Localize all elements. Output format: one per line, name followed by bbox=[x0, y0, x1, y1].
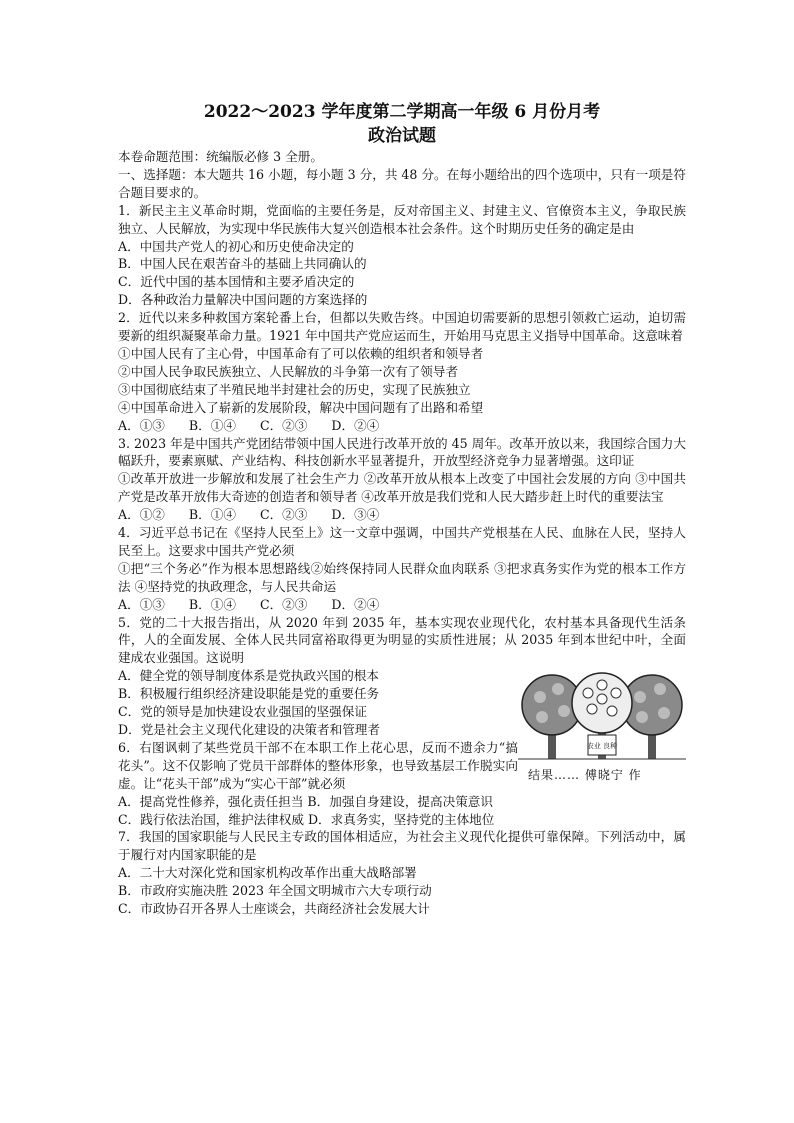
option-b: B．中国人民在艰苦奋斗的基础上共同确认的 bbox=[118, 256, 367, 272]
question-6-stem: 6．右图讽刺了某些党员干部不在本职工作上花心思，反而不遗余力“搞花头”。这不仅影响了党员干部群体的整体形象，也导致基层工作脱实向虚。让“花头干部”成为“实心干部”就必须 bbox=[118, 739, 518, 791]
answer-options: A．①② B．①④ C．②③ D．③④ bbox=[118, 507, 380, 523]
q5-q6-block bbox=[118, 667, 686, 810]
answer-options: A．①③ B．①④ C．②③ D．②④ bbox=[118, 596, 380, 612]
section-instructions: 一、选择题：本大题共 16 小题，每小题 3 分，共 48 分。在每小题给出的四个选项中，只有一项是符合题目要求的。 bbox=[118, 166, 686, 200]
question-stem: 4．习近平总书记在《坚持人民至上》这一文章中强调，中国共产党根基在人民、血脉在人民，坚持人民至上。这要求中国共产党必须 bbox=[118, 525, 686, 558]
option-c: C．市政协召开各界人士座谈会，共商经济社会发展大计 bbox=[118, 901, 430, 917]
question-stem: 3. 2023 年是中国共产党团结带领中国人民进行改革开放的 45 周年。改革开放以来，我国综合国力大幅跃升，要素禀赋、产业结构、科技创新水平显著提升，开放型经济竞争力显著增强。这印证 bbox=[118, 435, 686, 469]
trees-cartoon-image bbox=[518, 667, 686, 767]
question-stem: 5．党的二十大报告指出，从 2020 年到 2035 年，基本实现农业现代化，农村基本具备现代生活条件，人的全面发展、全体人民共同富裕取得更为明显的实质性进展；从 2035 年到本世纪中叶，全面建成农业强国。这说明 bbox=[118, 614, 686, 666]
question-3 bbox=[118, 435, 686, 525]
question-stem: 2．近代以来多种救国方案轮番上台，但都以失败告终。中国迫切需要新的思想引领救亡运动，迫切需要新的组织凝聚革命力量。1921 年中国共产党应运而生，开始用马克思主义指导中国革命。这意味着 bbox=[118, 310, 686, 344]
question-7 bbox=[118, 828, 686, 918]
option-c: C．党的领导是加快建设农业强国的坚强保证 bbox=[118, 704, 367, 720]
question-6-options-cd: C．践行依法治国，维护法律权威 D．求真务实，坚持党的主体地位 bbox=[118, 811, 495, 827]
question-stem: 1．新民主主义革命时期，党面临的主要任务是，反对帝国主义、封建主义、官僚资本主义，争取民族独立、人民解放，为实现中华民族伟大复兴创造根本社会条件。这个时期历史任务的确定是由 bbox=[118, 202, 686, 236]
option-a: A．健全党的领导制度体系是党执政兴国的根本 bbox=[118, 668, 379, 684]
option-d: D．党是社会主义现代化建设的决策者和管理者 bbox=[118, 722, 380, 737]
exam-title: 2022～2023 学年度第二学期高一年级 6 月份月考 bbox=[203, 102, 601, 122]
question-1 bbox=[118, 202, 686, 309]
exam-subtitle: 政治试题 bbox=[368, 126, 436, 146]
question-6-options-ab: A．提高党性修养，强化责任担当 B．加强自身建设，提高决策意识 bbox=[118, 793, 493, 809]
cartoon-caption: 结果…… 傅晓宁 作 bbox=[528, 768, 642, 783]
option-d: D．各种政治力量解决中国问题的方案选择的 bbox=[118, 292, 368, 308]
q5-q6-text bbox=[118, 667, 518, 810]
exam-page bbox=[118, 100, 686, 918]
scope-note: 本卷命题范围：统编版必修 3 全册。 bbox=[118, 149, 323, 164]
statement-4: ④中国革命进入了崭新的发展阶段，解决中国问题有了出路和希望 bbox=[118, 399, 484, 415]
option-a: A．二十大对深化党和国家机构改革作出重大战略部署 bbox=[118, 865, 417, 881]
answer-options: A．①③ B．①④ C．②③ D．②④ bbox=[118, 417, 380, 433]
question-4 bbox=[118, 524, 686, 614]
option-a: A．中国共产党人的初心和历史使命决定的 bbox=[118, 238, 354, 254]
cartoon-figure bbox=[518, 667, 686, 787]
statement-3: ③中国彻底结束了半殖民地半封建社会的历史，实现了民族独立 bbox=[118, 381, 471, 397]
question-5 bbox=[118, 614, 686, 829]
question-stem: 7．我国的国家职能与人民民主专政的国体相适应，为社会主义现代化提供可靠保障。下列活动中，属于履行对内国家职能的是 bbox=[118, 829, 686, 863]
exam-body bbox=[118, 148, 686, 918]
statements: ①改革开放进一步解放和发展了社会生产力 ②改革开放从根本上改变了中国社会发展的方向 ③中国共产党是改革开放伟大奇迹的创造者和领导者 ④改革开放是我们党和人民大踏步赶上时代的重要法宝 bbox=[118, 471, 686, 505]
option-b: B．积极履行组织经济建设职能是党的重要任务 bbox=[118, 686, 380, 702]
option-b: B．市政府实施决胜 2023 年全国文明城市六大专项行动 bbox=[118, 883, 432, 899]
statement-2: ②中国人民争取民族独立、人民解放的斗争第一次有了领导者 bbox=[118, 363, 459, 379]
statement-1: ①中国人民有了主心骨，中国革命有了可以依赖的组织者和领导者 bbox=[118, 345, 484, 361]
statements: ①把“三个务必”作为根本思想路线②始终保持同人民群众血肉联系 ③把求真务实作为党的根本工作方法 ④坚持党的执政理念，与人民共命运 bbox=[118, 560, 686, 594]
cartoon-sign-text: 农业 良种 bbox=[586, 742, 618, 751]
question-2 bbox=[118, 309, 686, 434]
option-c: C．近代中国的基本国情和主要矛盾决定的 bbox=[118, 274, 355, 290]
